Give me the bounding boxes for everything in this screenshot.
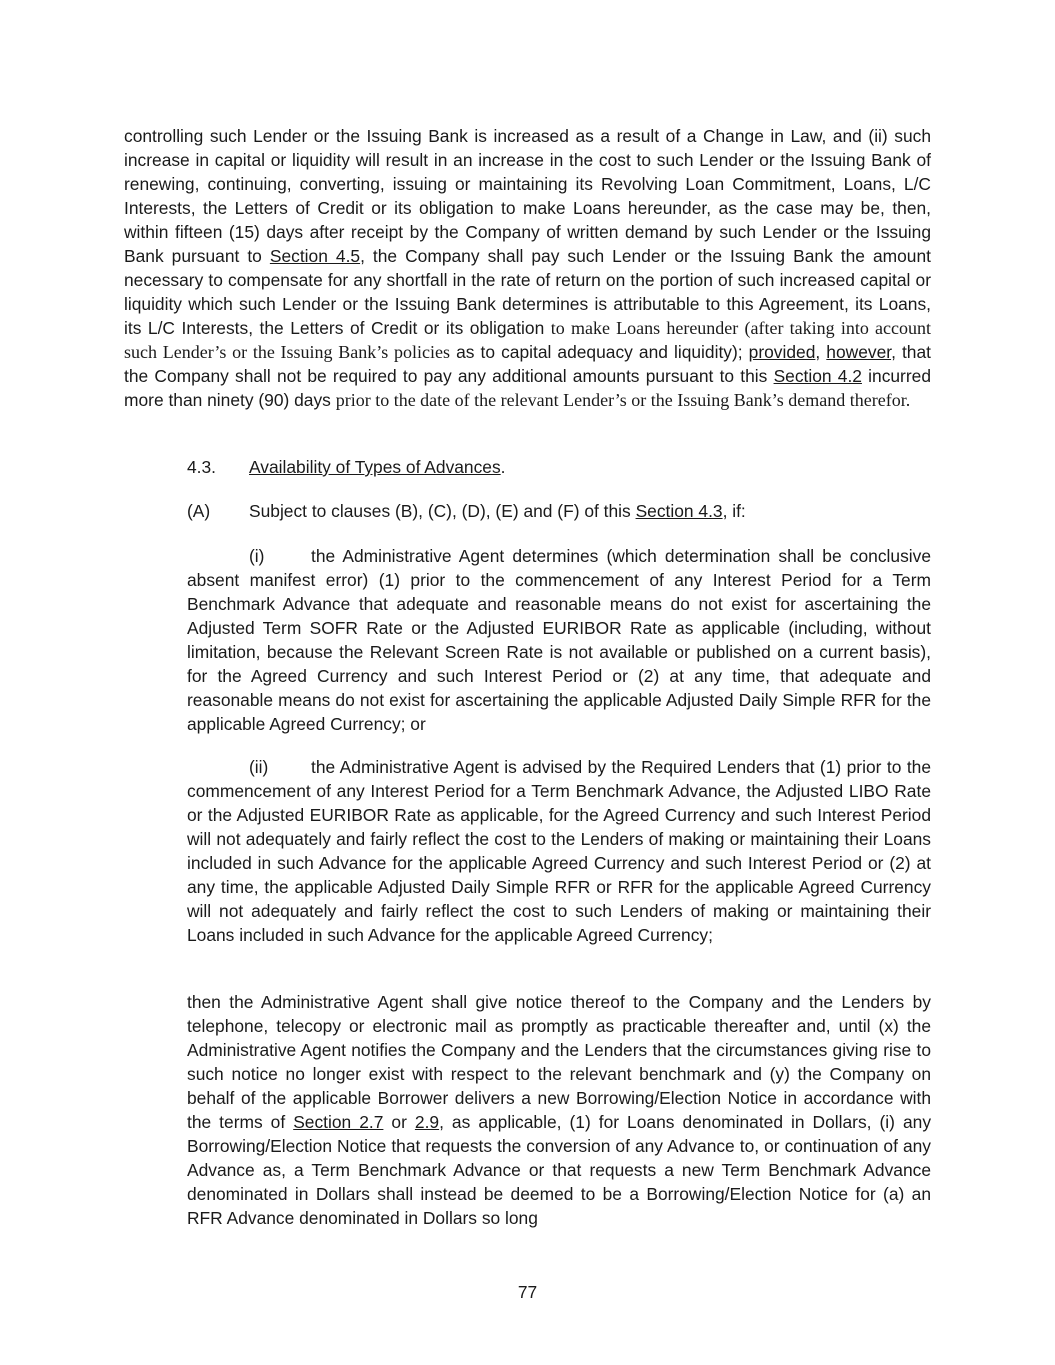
section-reference: Section 4.5: [269, 246, 361, 266]
section-reference: Section 4.2: [773, 366, 862, 386]
section-number: 4.3.: [187, 457, 217, 477]
emphasis-however: however: [826, 342, 892, 362]
text-run: or: [383, 1112, 415, 1132]
text-run: to make Loans hereunder (after taking into account such Lender’s or the Issuing Bank’s policies: [124, 318, 931, 362]
text-run: Subject to clauses (B), (C), (D), (E) and (F) of this: [249, 501, 636, 521]
text-run: , if:: [722, 501, 746, 521]
text-run: .: [500, 457, 506, 477]
clause-i: [187, 544, 931, 736]
clause-label: (i): [249, 546, 265, 566]
clause-ii: [187, 755, 931, 947]
text-run: incurred more than ninety (90) days: [124, 366, 931, 410]
text-run: controlling such Lender or the Issuing Bank is increased as a result of a Change in Law, and (ii) such increase in capital or liquidity will result in an increase in the cost to such Lender or the Issuing Bank of renewing, continuing, converting, issuing or maintaining its Revolving Loan Commitment, Loans, L/C Interests, the Letters of Credit or its obligation to make Loans hereunder, as the case may be, then, within fifteen (15) days after receipt by the Company of written demand by such Lender or the Issuing Bank pursuant to: [124, 126, 931, 266]
emphasis-provided: provided: [748, 342, 816, 362]
text-run: the Administrative Agent is advised by the Required Lenders that (1) prior to the commencement of any Interest Period for a Term Benchmark Advance, the Adjusted LIBO Rate or the Adjusted EURIBOR Rate as applicable, for the Agreed Currency and such Interest Period will not adequately and fairly reflect the cost to the Lenders of making or maintaining their Loans included in such Advance for the applicable Agreed Currency and such Interest Period or (2) at any time, the applicable Adjusted Daily Simple RFR or RFR for the applicable Agreed Currency will not adequately and fairly reflect the cost to such Lenders of making or maintaining their Loans included in such Advance for the applicable Agreed Currency;: [187, 757, 931, 945]
section-reference: 2.9: [414, 1112, 440, 1132]
paragraph-continuation: [124, 124, 931, 412]
clause-label: (A): [187, 501, 211, 521]
text-run: prior to the date of the relevant Lender’s or the Issuing Bank’s demand therefor.: [335, 390, 911, 410]
text-run: ,: [815, 342, 827, 362]
text-run: as to capital adequacy and liquidity);: [450, 342, 749, 362]
clause-label: (ii): [249, 757, 269, 777]
section-heading: [187, 455, 887, 479]
section-reference: Section 4.3: [635, 501, 723, 521]
section-title: Availability of Types of Advances: [249, 457, 501, 477]
text-run: , as applicable, (1) for Loans denominated in Dollars, (i) any Borrowing/Election Notice that requests the conversion of any Advance to, or continuation of any Advance as, a Term Benchmark Advance or that requests a new Term Benchmark Advance denominated in Dollars shall instead be deemed to be a Borrowing/Election Notice for (a) an RFR Advance denominated in Dollars so long: [187, 1112, 932, 1228]
clause-a: [187, 499, 931, 523]
text-run: then the Administrative Agent shall give notice thereof to the Company and the Lenders by telephone, telecopy or electronic mail as promptly as practicable thereafter and, until (x) the Administrative Agent notifies the Company and the Lenders that the circumstances giving rise to such notice no longer exist with respect to the relevant benchmark and (y) the Company on behalf of the applicable Borrower delivers a new Borrowing/Election Notice in accordance with the terms of: [187, 992, 931, 1132]
section-reference: Section 2.7: [293, 1112, 384, 1132]
text-run: , the Company shall pay such Lender or the Issuing Bank the amount necessary to compensate for any shortfall in the rate of return on the portion of such increased capital or liquidity which such Lender or the Issuing Bank determines is attributable to this Agreement, its Loans, its L/C Interests, the Letters of Credit or its obligation: [124, 246, 931, 338]
text-run: , that the Company shall not be required to pay any additional amounts pursuant to this: [124, 342, 931, 386]
page-number: 77: [517, 1282, 538, 1302]
text-run: the Administrative Agent determines (which determination shall be conclusive absent manifest error) (1) prior to the commencement of any Interest Period for a Term Benchmark Advance that adequate and reasonable means do not exist for ascertaining the Adjusted Term SOFR Rate or the Adjusted EURIBOR Rate as applicable (including, without limitation, because the Relevant Screen Rate is not available or published on a current basis), for the Agreed Currency and such Interest Period or (2) at any time, that adequate and reasonable means do not exist for ascertaining the applicable Adjusted Daily Simple RFR for the applicable Agreed Currency; or: [187, 546, 931, 734]
then-paragraph: [187, 990, 931, 1230]
